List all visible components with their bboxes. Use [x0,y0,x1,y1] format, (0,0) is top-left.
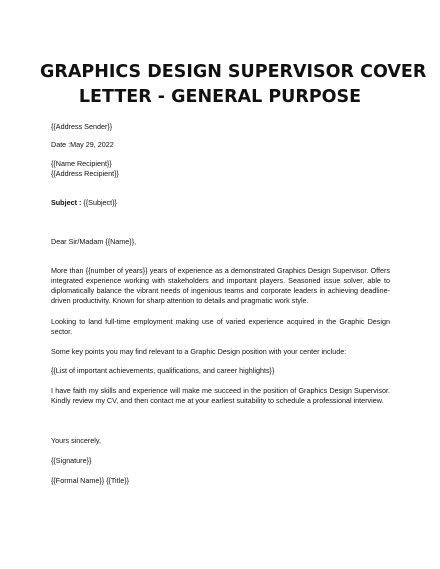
title-line-2: LETTER - GENERAL PURPOSE [78,87,362,107]
page-title [40,60,427,110]
letter-date: Date :May 29, 2022 [51,140,114,149]
title-line-1: GRAPHICS DESIGN SUPERVISOR COVER [40,62,427,82]
paragraph-goal: Looking to land full-time employment making use of varied experience acquired in the Graphic Design sector. [51,317,390,336]
recipient-name: {{Name Recipient}} [51,159,112,168]
recipient-address: {{Address Recipient}} [51,169,119,178]
closing: Yours sincerely, [51,436,101,445]
paragraph-key-points: Some key points you may find relevant to a Graphic Design position with your center include: [51,347,347,356]
sender-address: {{Address Sender}} [51,122,113,131]
subject-label: Subject : [51,198,82,207]
paragraph-experience: More than {{number of years}} years of experience as a demonstrated Graphics Design Supervisor. Offers integrated experience working with stakeholders and important players. Seasoned issue solver, able to diplomatically balance the vibrant needs of ingenious teams and corporate leaders in achieving deadline-driven productivity. Known for sharp attention to details and pragmatic work style. [51,266,390,305]
subject-value: {{Subject}} [81,198,117,207]
paragraph-achievements: {{List of important achievements, qualifications, and career highlights}} [51,366,275,375]
paragraph-conclusion: I have faith my skills and experience will make me succeed in the position of Graphics Design Supervisor. Kindly review my CV, and then contact me at your earliest suitability to schedule a professional interview. [51,386,390,405]
formal-name: {{Formal Name}} {{Title}} [51,476,130,485]
signature: {{Signature}} [51,456,92,465]
subject-line [51,198,396,208]
salutation: Dear Sir/Madam {{Name}}, [51,237,137,246]
